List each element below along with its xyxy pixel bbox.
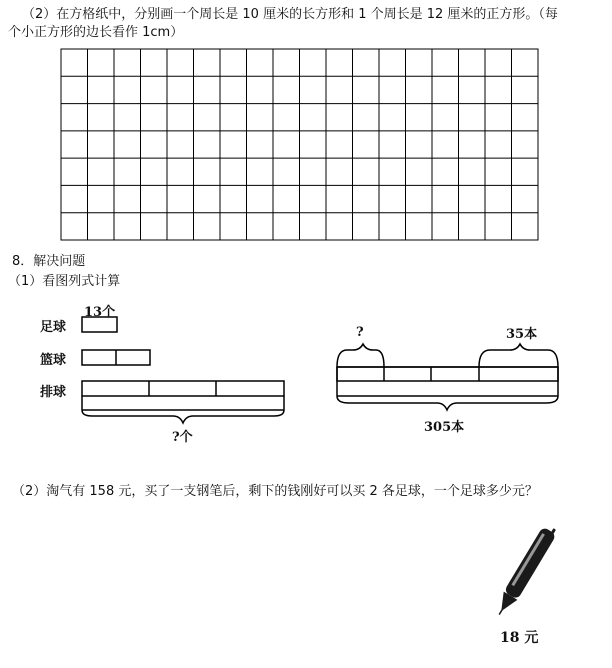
total-label: 305本 [424, 420, 465, 435]
q2-instruction-line1: （2）在方格纸中，分别画一个周长是 10 厘米的长方形和 1 个周长是 12 厘米的正方形。（每 [22, 7, 558, 22]
pen-price: 18 元 [500, 630, 539, 646]
total-brace [337, 396, 558, 410]
right-main-bar [337, 367, 558, 381]
section8-title: 8．解决问题 [12, 254, 86, 269]
grid-paper [0, 0, 612, 260]
sub2-text: （2）淘气有 158 元，买了一支钢笔后，剩下的钱刚好可以买 2 各足球，一个足球多少元？ [12, 484, 538, 499]
volleyball-bar [82, 381, 284, 396]
sub1-title: （1）看图列式计算 [8, 274, 121, 289]
label-volleyball: 排球 [40, 385, 67, 400]
label-basketball: 篮球 [40, 353, 67, 368]
top-value-label: 13个 [84, 305, 116, 320]
question-brace [82, 410, 284, 423]
left-brace [337, 344, 384, 367]
right-question-label: ? [356, 325, 364, 340]
label-soccer: 足球 [40, 320, 67, 335]
q2-instruction-line2: 个小正方形的边长看作 1cm） [8, 25, 184, 40]
left-question-label: ?个 [172, 430, 193, 445]
right-brace [479, 344, 558, 367]
right-value-label: 35本 [506, 327, 538, 342]
pen-icon [488, 518, 568, 623]
